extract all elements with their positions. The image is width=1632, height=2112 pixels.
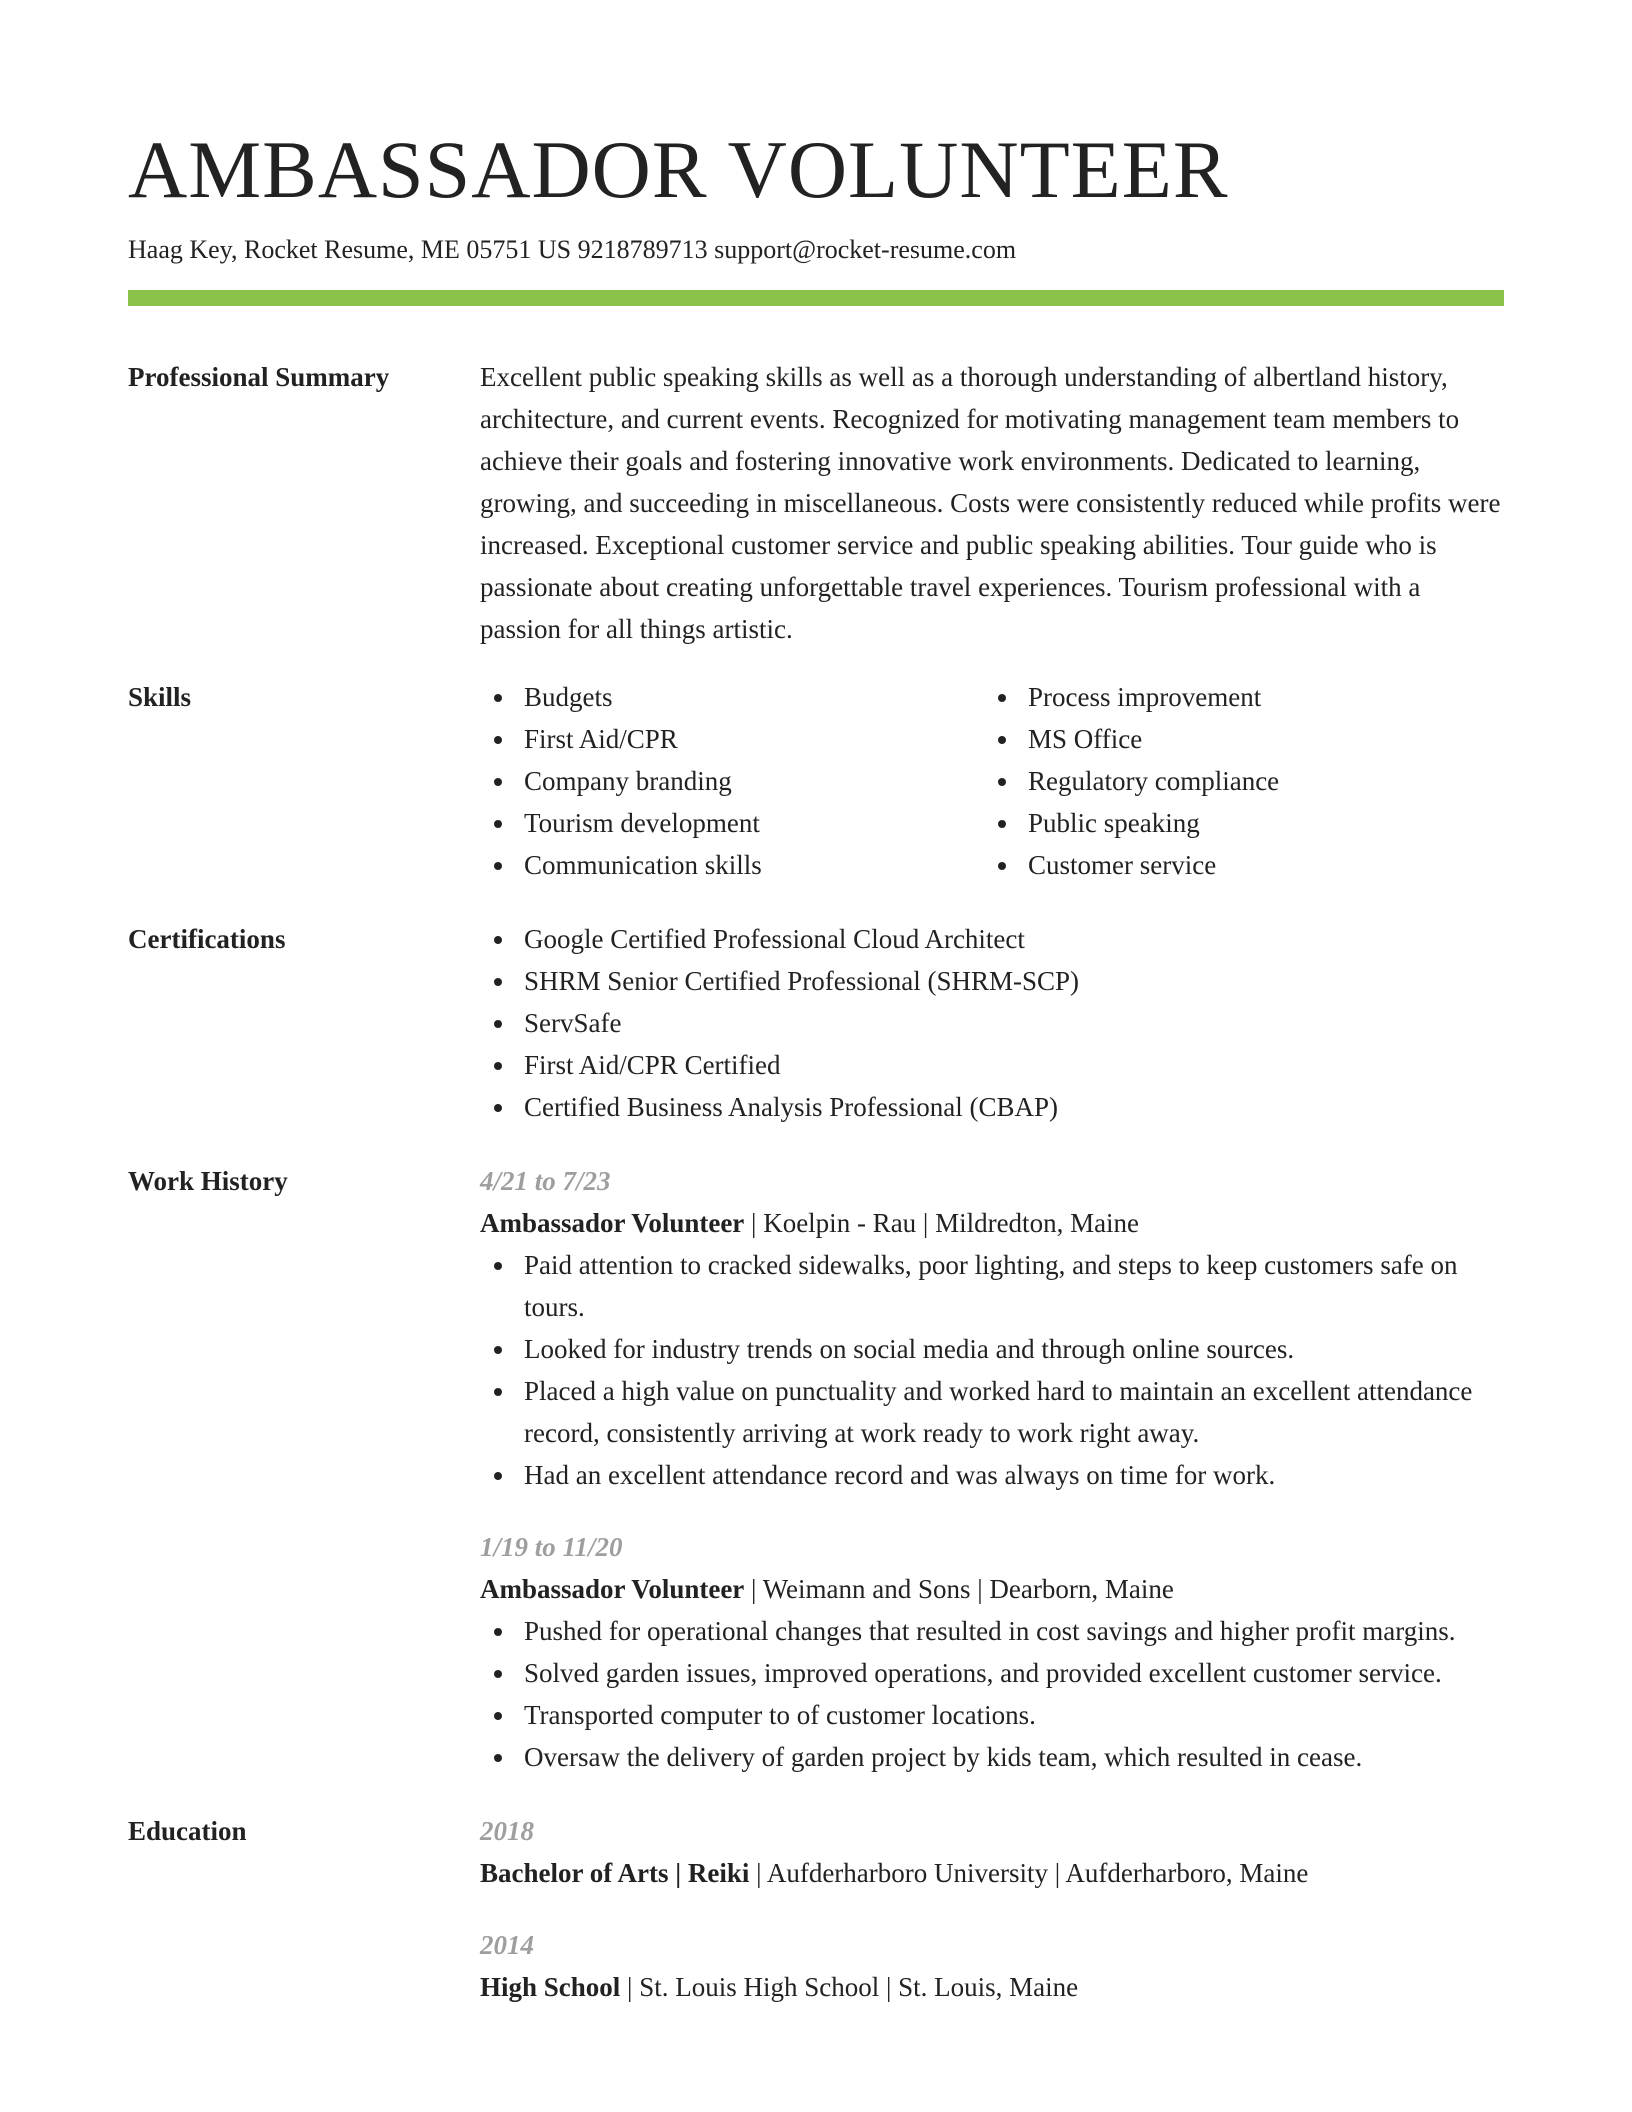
section-label-certifications: Certifications	[128, 924, 286, 954]
job-bullets	[480, 1610, 1504, 1778]
certifications-section	[128, 918, 1504, 1128]
education-year: 2014	[480, 1930, 534, 1960]
education-year: 2018	[480, 1816, 534, 1846]
certification-item: ServSafe	[480, 1002, 1504, 1044]
certification-item: SHRM Senior Certified Professional (SHRM-SCP)	[480, 960, 1504, 1002]
job-entry	[480, 1160, 1504, 1496]
certification-item: Certified Business Analysis Professional (CBAP)	[480, 1086, 1504, 1128]
skills-column-1	[480, 676, 984, 886]
job-dates: 4/21 to 7/23	[480, 1166, 611, 1196]
education-entry	[480, 1924, 1504, 2008]
skills-column-2	[984, 676, 1488, 886]
job-bullet: Had an excellent attendance record and was always on time for work.	[480, 1454, 1504, 1496]
skill-item: MS Office	[984, 718, 1488, 760]
education-details: | Aufderharboro University | Aufderharboro, Maine	[749, 1858, 1309, 1888]
skill-item: Company branding	[480, 760, 984, 802]
job-title: Ambassador Volunteer	[480, 1574, 745, 1604]
job-bullet: Placed a high value on punctuality and worked hard to maintain an excellent attendance record, consistently arriving at work ready to work right away.	[480, 1370, 1504, 1454]
job-role	[480, 1568, 1504, 1610]
job-bullet: Pushed for operational changes that resulted in cost savings and higher profit margins.	[480, 1610, 1504, 1652]
education-section	[128, 1810, 1504, 2008]
section-label-work-history: Work History	[128, 1166, 288, 1196]
summary-text: Excellent public speaking skills as well as a thorough understanding of albertland history, architecture, and current events. Recognized for motivating management team members to achieve their goals and fostering innovative work environments. Dedicated to learning, growing, and succeeding in miscellaneous. Costs were consistently reduced while profits were increased. Exceptional customer service and public speaking abilities. Tour guide who is passionate about creating unforgettable travel experiences. Tourism professional with a passion for all things artistic.	[480, 362, 1501, 644]
skill-item: Communication skills	[480, 844, 984, 886]
certifications-list	[480, 918, 1504, 1128]
job-details: | Weimann and Sons | Dearborn, Maine	[744, 1574, 1174, 1604]
skill-item: First Aid/CPR	[480, 718, 984, 760]
education-entry	[480, 1810, 1504, 1894]
job-title: Ambassador Volunteer	[480, 1208, 745, 1238]
header-divider	[128, 290, 1504, 306]
section-label-education: Education	[128, 1816, 247, 1846]
job-bullet: Transported computer to of customer locations.	[480, 1694, 1504, 1736]
resume-page	[128, 120, 1504, 2008]
education-degree-line	[480, 1852, 1504, 1894]
education-degree: Bachelor of Arts | Reiki	[480, 1858, 750, 1888]
work-history-section	[128, 1160, 1504, 1778]
skill-item: Public speaking	[984, 802, 1488, 844]
job-bullets	[480, 1244, 1504, 1496]
skill-item: Tourism development	[480, 802, 984, 844]
education-degree: High School	[480, 1972, 621, 2002]
job-bullet: Solved garden issues, improved operations, and provided excellent customer service.	[480, 1652, 1504, 1694]
job-dates: 1/19 to 11/20	[480, 1532, 623, 1562]
job-role	[480, 1202, 1504, 1244]
education-degree-line	[480, 1966, 1504, 2008]
job-bullet: Oversaw the delivery of garden project by kids team, which resulted in cease.	[480, 1736, 1504, 1778]
certification-item: First Aid/CPR Certified	[480, 1044, 1504, 1086]
section-label-summary: Professional Summary	[128, 362, 390, 392]
certification-item: Google Certified Professional Cloud Architect	[480, 918, 1504, 960]
job-bullet: Looked for industry trends on social media and through online sources.	[480, 1328, 1504, 1370]
skills-section	[128, 676, 1504, 886]
job-entry	[480, 1526, 1504, 1778]
education-details: | St. Louis High School | St. Louis, Maine	[620, 1972, 1079, 2002]
job-details: | Koelpin - Rau | Mildredton, Maine	[744, 1208, 1140, 1238]
skill-item: Customer service	[984, 844, 1488, 886]
candidate-name: AMBASSADOR VOLUNTEER	[128, 124, 1229, 215]
skill-item: Process improvement	[984, 676, 1488, 718]
section-label-skills: Skills	[128, 682, 192, 712]
summary-section	[128, 356, 1504, 650]
skill-item: Budgets	[480, 676, 984, 718]
skill-item: Regulatory compliance	[984, 760, 1488, 802]
contact-line: Haag Key, Rocket Resume, ME 05751 US 9218789713 support@rocket-resume.com	[128, 235, 1017, 264]
job-bullet: Paid attention to cracked sidewalks, poor lighting, and steps to keep customers safe on tours.	[480, 1244, 1504, 1328]
